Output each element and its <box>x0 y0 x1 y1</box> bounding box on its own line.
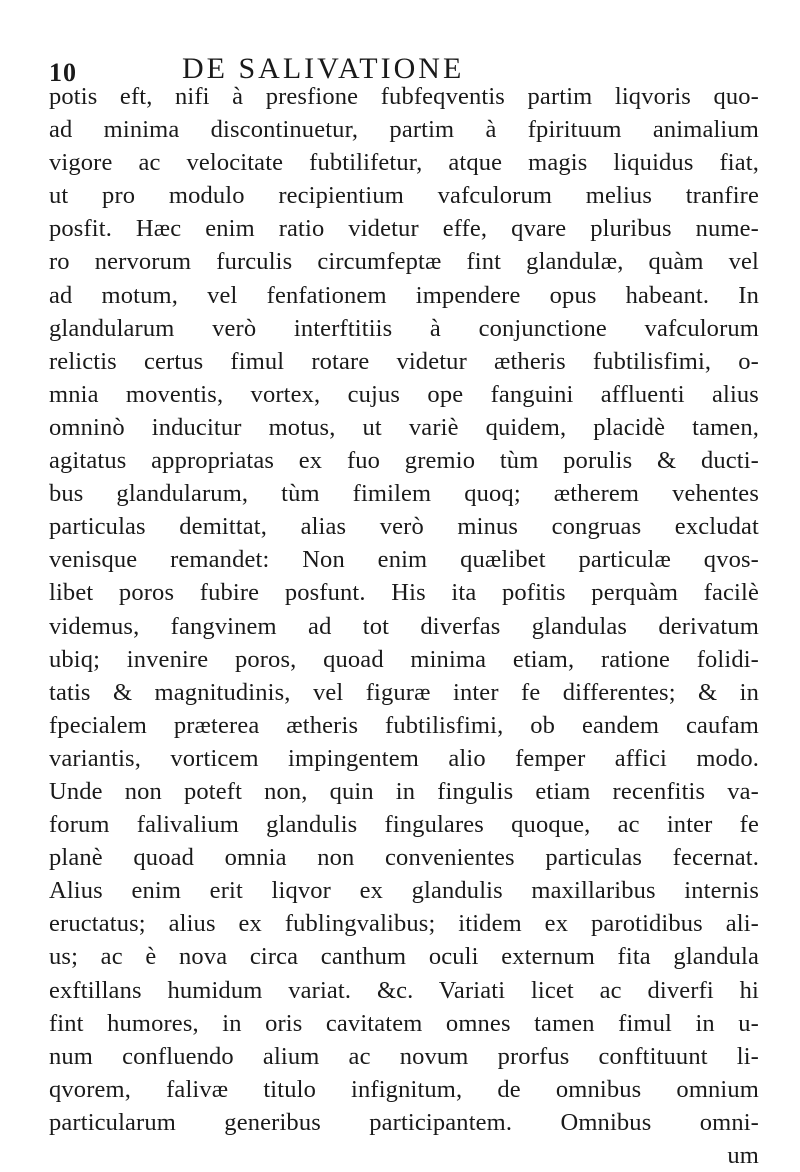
text-line: relictis certus fimul rotare videtur ætheris fubtilisfimi, o- <box>49 347 759 375</box>
text-line: exftillans humidum variat. &c. Variati licet ac diverfi hi <box>49 976 759 1004</box>
text-line: variantis, vorticem impingentem alio femper affici modo. <box>49 744 759 772</box>
text-line: bus glandularum, tùm fimilem quoq; ætherem vehentes <box>49 480 759 508</box>
text-line: omninò inducitur motus, ut variè quidem, placidè tamen, <box>49 413 759 441</box>
text-line: potis eft, nifi à presfione fubfeqventis partim liqvoris quo- <box>49 83 759 110</box>
catchword: um <box>727 1142 759 1169</box>
text-line: ro nervorum furculis circumfeptæ fint glandulæ, quàm vel <box>49 248 759 276</box>
text-line: mnia moventis, vortex, cujus ope fanguini affluenti alius <box>49 380 759 408</box>
text-line: Alius enim erit liqvor ex glandulis maxillaribus internis <box>49 877 759 905</box>
text-line: ubiq; invenire poros, quoad minima etiam, ratione folidi- <box>49 645 759 673</box>
text-line: glandularum verò interftitiis à conjunctione vafculorum <box>49 314 759 342</box>
text-line: forum falivalium glandulis fingulares quoque, ac inter fe <box>49 811 759 839</box>
text-line: qvorem, falivæ titulo infignitum, de omnibus omnium <box>49 1075 759 1103</box>
text-line: posfit. Hæc enim ratio videtur effe, qvare pluribus nume- <box>49 215 759 243</box>
text-line: num confluendo alium ac novum prorfus conftituunt li- <box>49 1042 759 1070</box>
text-line: fpecialem præterea ætheris fubtilisfimi, ob eandem caufam <box>49 711 759 739</box>
text-line: ad motum, vel fenfationem impendere opus habeant. In <box>49 281 759 309</box>
body-text <box>49 80 759 1172</box>
running-title: DE SALIVATIONE <box>182 52 465 85</box>
text-line: particularum generibus participantem. Omnibus omni- <box>49 1108 759 1136</box>
text-line: planè quoad omnia non convenientes particulas fecernat. <box>49 844 759 872</box>
text-line: tatis & magnitudinis, vel figuræ inter fe differentes; & in <box>49 678 759 706</box>
text-line: venisque remandet: Non enim quælibet particulæ qvos- <box>49 546 759 574</box>
text-line: eructatus; alius ex fublingvalibus; itidem ex parotidibus ali- <box>49 910 759 938</box>
page-number: 10 <box>49 58 77 87</box>
text-line: ut pro modulo recipientium vafculorum melius tranfire <box>49 182 759 210</box>
text-line: particulas demittat, alias verò minus congruas excludat <box>49 513 759 541</box>
text-line: Unde non poteft non, quin in fingulis etiam recenfitis va- <box>49 777 759 805</box>
text-line: libet poros fubire posfunt. His ita pofitis perquàm facilè <box>49 579 759 607</box>
text-line: fint humores, in oris cavitatem omnes tamen fimul in u- <box>49 1009 759 1037</box>
text-line: agitatus appropriatas ex fuo gremio tùm porulis & ducti- <box>49 447 759 475</box>
text-line: ad minima discontinuetur, partim à fpirituum animalium <box>49 116 759 144</box>
text-line: us; ac è nova circa canthum oculi externum fita glandula <box>49 943 759 971</box>
text-line: vigore ac velocitate fubtilifetur, atque magis liquidus fiat, <box>49 149 759 177</box>
text-line: videmus, fangvinem ad tot diverfas glandulas derivatum <box>49 612 759 640</box>
